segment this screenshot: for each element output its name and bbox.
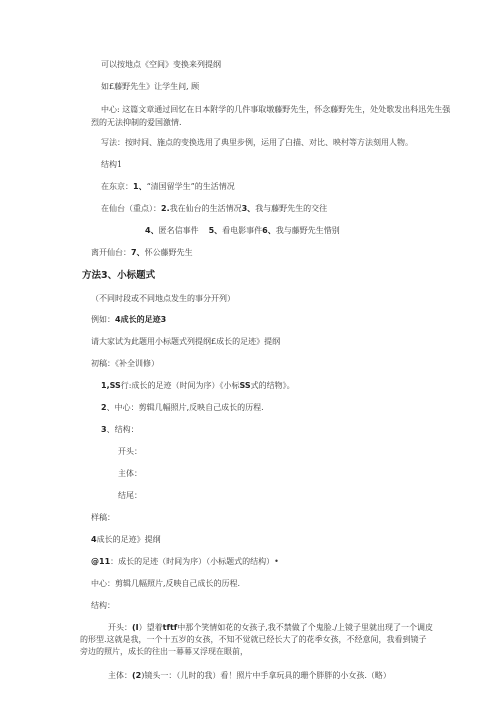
- number: 1、: [133, 182, 147, 191]
- text: SS: [239, 381, 251, 390]
- text-line: [108, 670, 391, 681]
- text-paragraph: 中心: 这篇文章通过回忆在日本附学的几件事取墩藤野先生，怀念藤野先生，处处歌发出科迅先生强烈的无法抑制的爱国激情.: [91, 105, 451, 127]
- text-line: 结构：: [91, 601, 115, 610]
- text-line: [101, 402, 264, 413]
- label: 离开仙台：: [91, 248, 131, 257]
- text: 4成长的足迹3: [115, 315, 167, 324]
- section-heading: 方法3、小标题式: [82, 270, 156, 281]
- number: @11: [91, 557, 111, 566]
- text-line: 主体：: [118, 469, 142, 478]
- text: 我在仙台的生活情况: [169, 204, 242, 213]
- text-line: 结尾：: [118, 491, 142, 500]
- number: 3: [101, 425, 107, 434]
- text-line: （不同时段或不同地点发生的事分开列）: [91, 294, 235, 303]
- label: 主体：: [108, 671, 132, 680]
- text-line: [145, 225, 340, 236]
- text-line: 请大家试为此题用小标题式列提纲£成长的足迹》提纲: [91, 337, 281, 346]
- number: (I: [132, 623, 139, 632]
- text-line: 结构1: [101, 160, 123, 169]
- text: 成长的足迹》提纲: [96, 535, 161, 544]
- number: (2: [132, 671, 142, 680]
- text-line: 写法：按时间、施点的变换选用了典里步例，运用了白描、对比、映村等方法刻用人物。: [101, 138, 413, 147]
- text-line: 开头：: [118, 447, 142, 456]
- text-line: 可以按地点《空间》变换来列提纲: [101, 60, 221, 69]
- text: 中那个笑情如花的女孩子,我不禁做了个鬼脸./上镜子里就出现了一个调皮的形型.这就是我，一个十五岁的女孩，不知不觉就已经长大了的花季女孩，不经意间，我看到镜子旁边的照片，成长的往出一幕幕又浮现在眼前，: [80, 623, 434, 656]
- text-line: [101, 203, 327, 214]
- text: 我与藤野先生的交往: [255, 204, 328, 213]
- number: 2.: [161, 204, 170, 213]
- number: 5、: [208, 226, 223, 235]
- text-line: [91, 556, 279, 567]
- text: 行:成长的足迹（时间为序）《小标: [120, 381, 240, 390]
- text-line: [91, 314, 166, 325]
- text-line: 如£藤野先生》让学生问, 顾: [101, 82, 200, 91]
- text: 、结构：: [106, 425, 139, 434]
- text: “清国留学生”的生活情况: [146, 182, 235, 191]
- label: 在东京：: [101, 182, 133, 191]
- text: 、中心：剪辑几幅照片,反映自己成长的历程.: [106, 403, 264, 412]
- text: tftf: [162, 623, 178, 632]
- number: 1,SS: [101, 381, 121, 390]
- number: 2: [101, 403, 107, 412]
- number: 3、: [241, 204, 256, 213]
- text: ：成长的足迹（时间为序）（小标题式的结构）•: [110, 557, 279, 566]
- text: 式的结物》。: [250, 381, 295, 390]
- label: 开头：: [108, 623, 132, 632]
- text: 我与藤野先生惜别: [275, 226, 340, 235]
- text: 看电影事件: [222, 226, 263, 235]
- text-paragraph: [80, 622, 434, 658]
- number: 6、: [262, 226, 276, 235]
- number: 7、: [131, 248, 145, 257]
- label: 在仙台（重点）：: [101, 204, 161, 213]
- text-line: 中心：剪辑几幅照片,反映自己成长的历程.: [91, 579, 241, 588]
- text-line: [101, 380, 295, 391]
- text-line: [101, 424, 139, 435]
- text-line: 样稿：: [91, 513, 115, 522]
- text: )镜头一：（儿时的我）看！照片中手拿玩具的珊个胖胖的小女孩.（略）: [141, 671, 391, 680]
- text-line: 初稿：《补全训修）: [91, 359, 159, 368]
- text: 匿名信事件: [158, 226, 199, 235]
- number: 4: [91, 535, 97, 544]
- label: 例如：: [91, 315, 115, 324]
- text-line: [91, 247, 193, 258]
- text-line: [101, 181, 235, 192]
- text-line: [91, 534, 161, 545]
- number: 4、: [145, 226, 159, 235]
- text: ）望着: [138, 623, 163, 632]
- text: 怀公藤野先生: [144, 248, 193, 257]
